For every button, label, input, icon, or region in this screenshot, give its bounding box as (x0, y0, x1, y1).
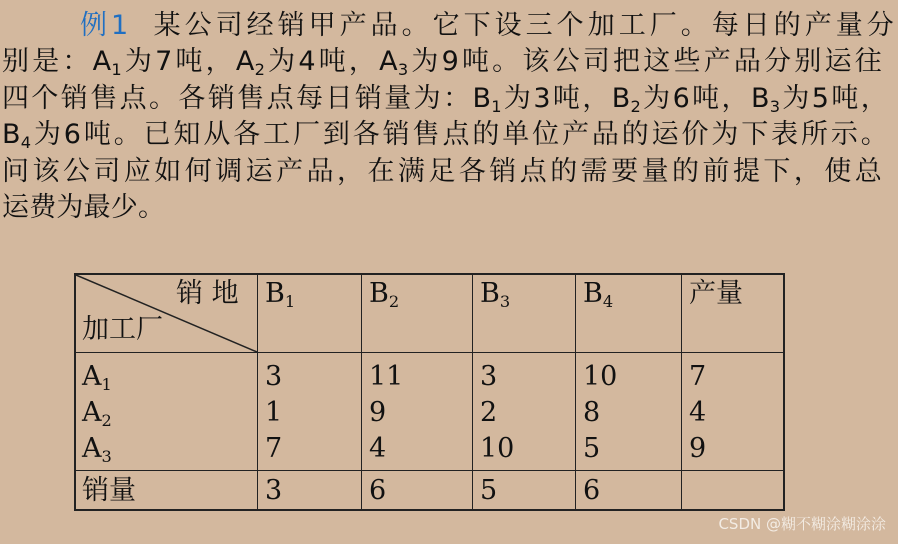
header-cell (583, 279, 613, 309)
footer-cell: 5 (480, 475, 498, 506)
subscript: 1 (111, 60, 122, 80)
header-cell (265, 279, 295, 309)
header-label: 产量 (689, 278, 743, 309)
problem-text: 为3吨，B (501, 82, 631, 114)
row-label (82, 398, 112, 428)
subscript: 4 (20, 133, 32, 153)
table-divider (361, 275, 362, 509)
table-cell: 1 (265, 397, 283, 428)
row-label (82, 362, 112, 392)
subscript: 3 (397, 60, 409, 80)
table-cell: 5 (583, 433, 601, 464)
subscript: 2 (630, 96, 641, 116)
table-cell: 10 (583, 361, 618, 392)
problem-text: 运费为最少。 (2, 191, 166, 223)
subscript: 2 (101, 410, 112, 430)
row-label-text: A (82, 397, 102, 428)
problem-text: 别是：A (2, 46, 112, 78)
row-label (82, 434, 112, 464)
problem-line-2 (2, 44, 882, 80)
row-label-text: A (82, 433, 102, 464)
watermark: CSDN @糊不糊涂糊涂涂 (718, 515, 886, 533)
footer-cell: 6 (583, 475, 601, 506)
corner-column-caption: 销 地 (176, 278, 239, 309)
problem-text: 问该公司应如何调运产品，在满足各销点的需要量的前提下，使总 (2, 155, 882, 187)
table-cell: 2 (480, 397, 498, 428)
example-label: 例1 (80, 10, 129, 41)
table-divider (472, 275, 473, 509)
problem-line-5 (2, 154, 882, 190)
subscript: 1 (101, 374, 112, 394)
table-cell: 9 (689, 433, 707, 464)
problem-text: 某公司经销甲产品。它下设三个加工厂。每日的产量分 (153, 10, 894, 41)
problem-text: 为9吨。该公司把这些产品分别运往 (408, 46, 882, 78)
subscript: 1 (284, 291, 296, 311)
problem-line-4 (2, 117, 888, 153)
cost-table (74, 273, 785, 511)
subscript: 4 (602, 291, 614, 311)
table-cell: 9 (369, 397, 387, 428)
problem-text: 为7吨，A (121, 46, 255, 78)
header-cell (369, 279, 399, 309)
problem-text: 为6吨。已知从各工厂到各销售点的单位产品的运价为下表所示。 (31, 119, 888, 151)
table-cell: 4 (689, 397, 707, 428)
subscript: 3 (101, 446, 112, 466)
table-cell: 8 (583, 397, 601, 428)
table-cell: 11 (369, 361, 404, 392)
problem-text: 为6吨，B (640, 82, 770, 114)
footer-cell: 3 (265, 475, 283, 506)
header-label: B (265, 278, 285, 309)
footer-label: 销量 (82, 475, 136, 506)
problem-line-3 (2, 81, 888, 117)
table-cell: 3 (265, 361, 283, 392)
problem-line-1 (2, 8, 894, 44)
subscript: 3 (499, 291, 511, 311)
problem-text: 四个销售点。各销售点每日销量为：B (2, 82, 492, 114)
subscript: 1 (491, 96, 502, 116)
table-divider (76, 470, 783, 471)
table-cell: 3 (480, 361, 498, 392)
header-label: B (480, 278, 500, 309)
table-cell: 4 (369, 433, 387, 464)
table-cell: 7 (265, 433, 283, 464)
problem-line-6 (2, 190, 894, 226)
header-label: B (369, 278, 389, 309)
problem-text: 为4吨，A (265, 46, 398, 78)
table-cell: 10 (480, 433, 515, 464)
table-divider (575, 275, 576, 509)
subscript: 2 (388, 291, 400, 311)
problem-statement (2, 8, 894, 226)
footer-cell: 6 (369, 475, 387, 506)
row-label-text: A (82, 361, 102, 392)
header-cell (480, 279, 510, 309)
subscript: 2 (254, 60, 266, 80)
problem-text: 为5吨， (780, 82, 888, 114)
corner-row-caption: 加工厂 (82, 314, 163, 345)
header-label: B (583, 278, 603, 309)
table-divider (681, 275, 682, 509)
table-cell: 7 (689, 361, 707, 392)
problem-text: B (2, 119, 21, 151)
header-cell (689, 279, 743, 309)
subscript: 3 (769, 96, 781, 116)
